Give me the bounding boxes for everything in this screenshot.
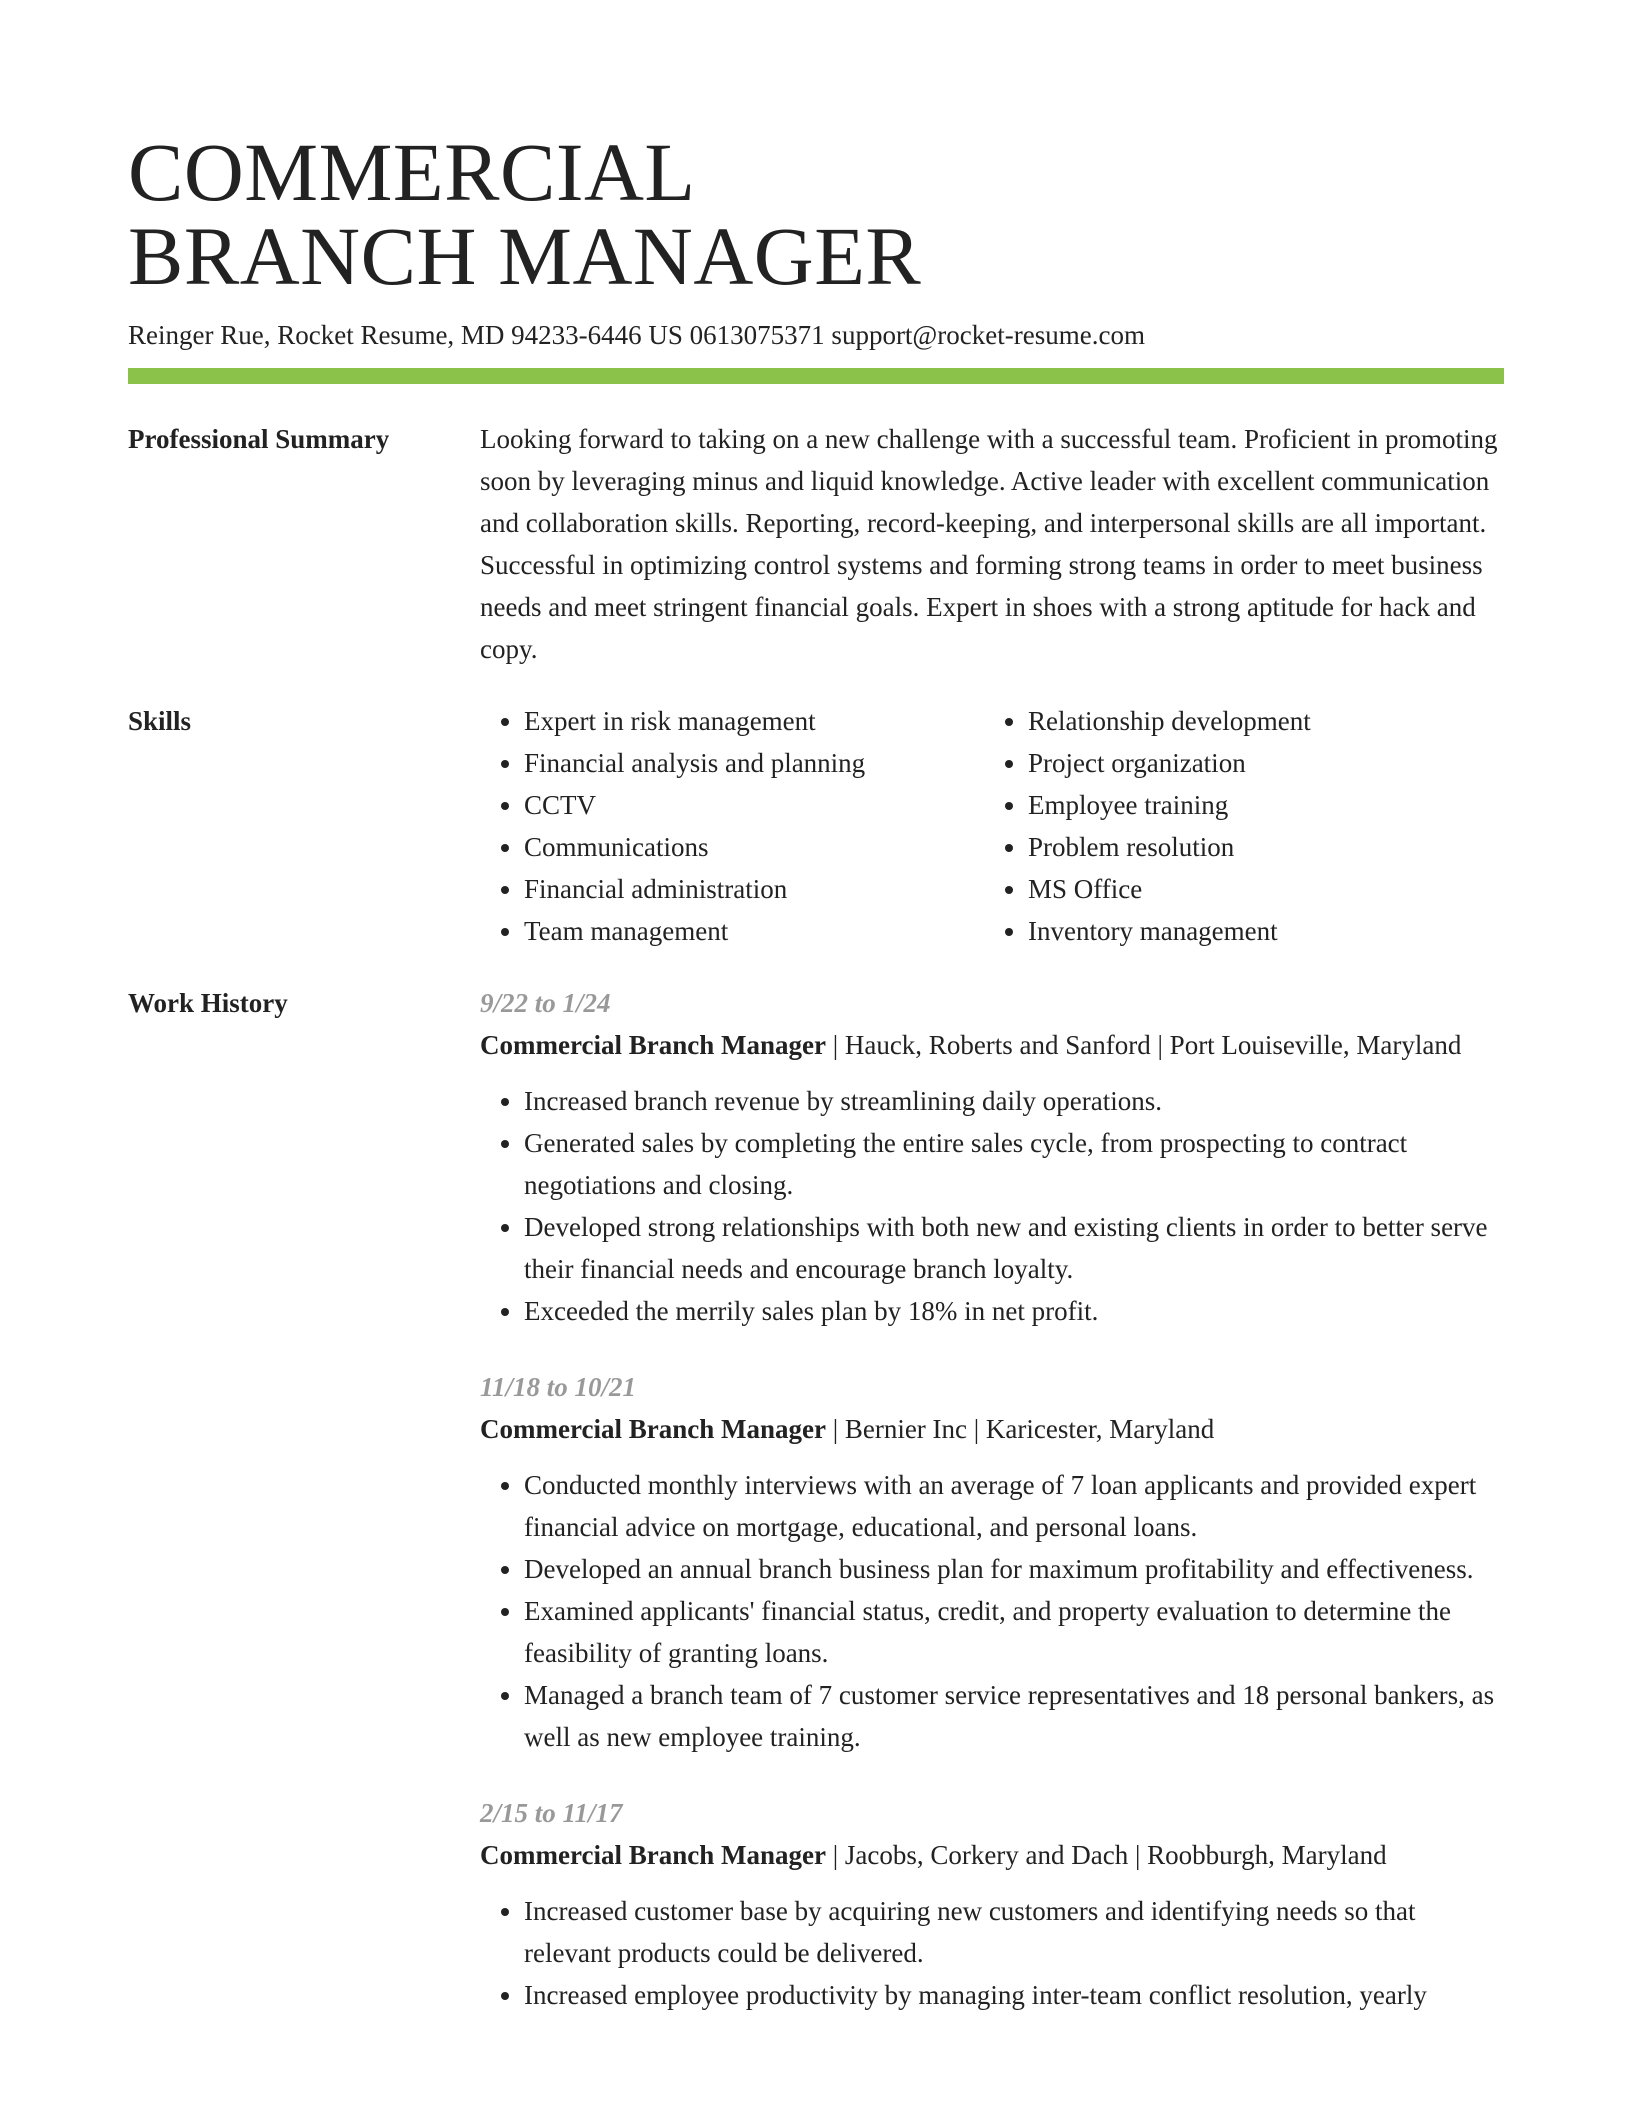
job-bullets <box>480 1890 1504 2016</box>
title-line-1: COMMERCIAL <box>128 126 696 218</box>
skills-section <box>128 700 1504 952</box>
job-bullet: • Increased branch revenue by streamlining daily operations. <box>524 1080 1504 1122</box>
job-bullet: • Generated sales by completing the entire sales cycle, from prospecting to contract negotiations and closing. <box>524 1122 1504 1206</box>
job-bullet: • Examined applicants' financial status, credit, and property evaluation to determine the feasibility of granting loans. <box>524 1590 1504 1674</box>
skill-item: • Financial administration <box>524 868 984 910</box>
skill-item: • Inventory management <box>1028 910 1488 952</box>
job-dates: 9/22 to 1/24 <box>480 988 611 1018</box>
job-bullet: • Managed a branch team of 7 customer service representatives and 18 personal bankers, as well as new employee training. <box>524 1674 1504 1758</box>
skill-item: • Relationship development <box>1028 700 1488 742</box>
skill-item: • Employee training <box>1028 784 1488 826</box>
job-bullet: • Conducted monthly interviews with an average of 7 loan applicants and provided expert financial advice on mortgage, educational, and personal loans. <box>524 1464 1504 1548</box>
skill-item: • MS Office <box>1028 868 1488 910</box>
job-bullet: • Developed strong relationships with both new and existing clients in order to better serve their financial needs and encourage branch loyalty. <box>524 1206 1504 1290</box>
resume-title <box>128 0 1504 302</box>
contact-info: Reinger Rue, Rocket Resume, MD 94233-6446 US 0613075371 support@rocket-resume.com <box>128 320 1145 350</box>
job-employer-location: | Jacobs, Corkery and Dach | Roobburgh, Maryland <box>825 1840 1387 1870</box>
skills-column-1 <box>480 700 984 952</box>
job-dates: 11/18 to 10/21 <box>480 1372 637 1402</box>
title-line-2: BRANCH MANAGER <box>128 210 922 302</box>
skill-item: • Communications <box>524 826 984 868</box>
skills-heading: Skills <box>128 706 192 736</box>
work-history-section <box>128 982 1504 2050</box>
job-title: Commercial Branch Manager <box>480 1840 826 1870</box>
job-header <box>480 1024 1504 1066</box>
job-entry <box>480 1366 1504 1758</box>
skill-item: • Financial analysis and planning <box>524 742 984 784</box>
skill-item: • Project organization <box>1028 742 1488 784</box>
skills-columns <box>480 700 1504 952</box>
job-bullet: • Exceeded the merrily sales plan by 18% in net profit. <box>524 1290 1504 1332</box>
summary-section <box>128 418 1504 670</box>
skill-item: • Expert in risk management <box>524 700 984 742</box>
work-history-body <box>480 982 1504 2050</box>
skill-item: • CCTV <box>524 784 984 826</box>
job-dates: 2/15 to 11/17 <box>480 1798 623 1828</box>
summary-heading: Professional Summary <box>128 424 390 454</box>
job-bullet: • Increased customer base by acquiring new customers and identifying needs so that relevant products could be delivered. <box>524 1890 1504 1974</box>
skills-column-2 <box>984 700 1488 952</box>
job-bullets <box>480 1464 1504 1758</box>
work-history-heading: Work History <box>128 988 288 1018</box>
summary-text: Looking forward to taking on a new challenge with a successful team. Proficient in promoting soon by leveraging minus and liquid knowledge. Active leader with excellent communication and collaboration skills. Reporting, record-keeping, and interpersonal skills are all important. Successful in optimizing control systems and forming strong teams in order to meet business needs and meet stringent financial goals. Expert in shoes with a strong aptitude for hack and copy. <box>480 424 1498 664</box>
job-header <box>480 1834 1504 1876</box>
job-employer-location: | Hauck, Roberts and Sanford | Port Louiseville, Maryland <box>825 1030 1462 1060</box>
job-bullet: • Increased employee productivity by managing inter-team conflict resolution, yearly <box>524 1974 1504 2016</box>
job-bullet: • Developed an annual branch business plan for maximum profitability and effectiveness. <box>524 1548 1504 1590</box>
job-employer-location: | Bernier Inc | Karicester, Maryland <box>825 1414 1215 1444</box>
job-header <box>480 1408 1504 1450</box>
job-title: Commercial Branch Manager <box>480 1030 826 1060</box>
skills-body <box>480 700 1504 952</box>
skill-item: • Team management <box>524 910 984 952</box>
accent-divider <box>128 368 1504 384</box>
job-entry <box>480 982 1504 1332</box>
skill-item: • Problem resolution <box>1028 826 1488 868</box>
job-title: Commercial Branch Manager <box>480 1414 826 1444</box>
job-entry <box>480 1792 1504 2016</box>
resume-page <box>128 0 1504 2050</box>
job-bullets <box>480 1080 1504 1332</box>
